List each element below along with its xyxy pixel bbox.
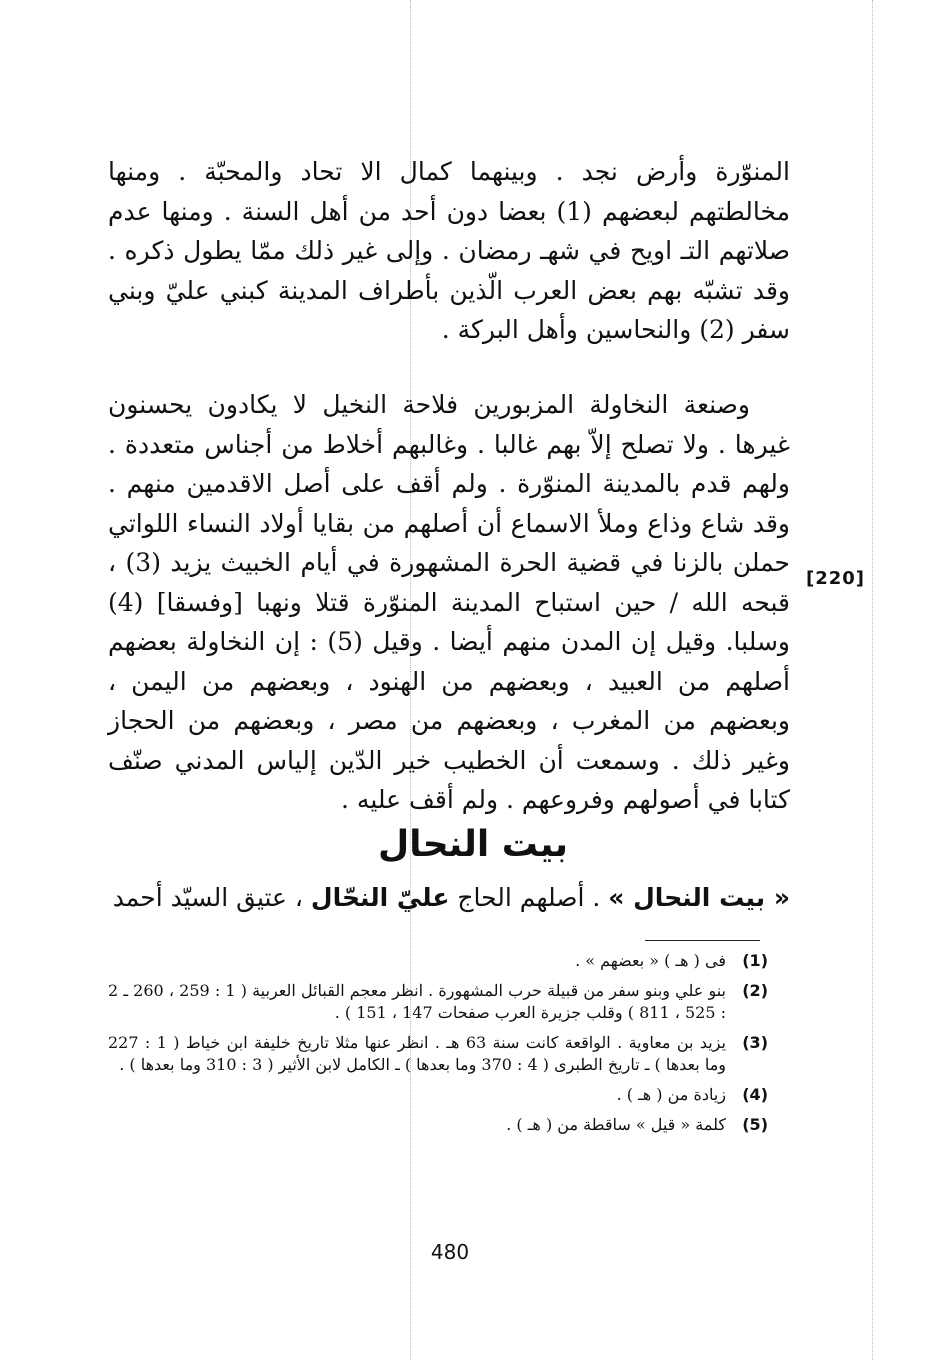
footnote-number: (1) xyxy=(742,951,768,970)
section-heading: بيت النحال xyxy=(377,824,569,865)
paragraph-text: وصنعة النخاولة المزبورين فلاحة النخيل لا يكادون يحسنون غيرها . ولا تصلح إلاّ بهم غالبا . وغالبهم أخلاط من أجناس متعددة . ولهم قدم بالمدينة المنوّرة . ولم أقف على أصل الاقدمين منهم . وقد شاع وذاع وملأ الاسماع أن أصلهم من بقايا أولاد النساء اللواتي حملن بالزنا في قضية الحرة المشهورة في أيام الخبيث يزيد (3) ، قبحه الله / حين استباح المدينة المنوّرة قتلا ونهبا [وفسقا] (4) وسلبا. وقيل إن المدن منهم أيضا . وقيل (5) : إن النخاولة بعضهم أصلهم من العبيد ، وبعضهم من الهنود ، وبعضهم من اليمن ، وبعضهم من المغرب ، وبعضهم من مصر ، وبعضهم من الحجاز وغير ذلك . وسمعت أن الخطيب خير الدّين إلياس المدني صنّف كتابا في أصولهم وفروعهم . ولم أقف عليه . xyxy=(108,390,791,814)
footnotes xyxy=(108,950,768,1144)
page-number: 480 xyxy=(430,1240,470,1264)
footnote-text: زيادة من ( هـ ) . xyxy=(616,1085,726,1104)
scan-guide-line xyxy=(872,0,873,1360)
footnote-item xyxy=(108,1032,768,1076)
footnote-number: (2) xyxy=(742,981,768,1000)
footnote-text: بنو علي وبنو سفر من قبيلة حرب المشهورة . انظر معجم القبائل العربية ( 1 : 259 ، 260 ـ 2 : 525 ، 811 ) وقلب جزيرة العرب صفحات 147 ، 151 ) . xyxy=(108,981,727,1022)
footnote-item xyxy=(108,980,768,1024)
margin-page-marker: [220] xyxy=(806,568,866,589)
footnote-divider xyxy=(645,940,760,941)
body-paragraph-1 xyxy=(108,152,790,350)
intro-bold-person: عليّ النحّال xyxy=(310,883,450,912)
footnote-number: (5) xyxy=(742,1115,768,1134)
footnote-item xyxy=(108,1114,768,1136)
footnote-text: كلمة « قيل » ساقطة من ( هـ ) . xyxy=(506,1115,726,1134)
paragraph-text: المنوّرة وأرض نجد . وبينهما كمال الا تحاد والمحبّة . ومنها مخالطتهم لبعضهم (1) بعضا دون أحد من أهل السنة . ومنها عدم صلاتهم التـ اويح في شهـ رمضان . وإلى غير ذلك ممّا يطول ذكره . وقد تشبّه بهم بعض العرب الّذين بأطراف المدينة كبني عليّ وبني سفر (2) والنحاسين وأهل البركة . xyxy=(108,157,791,344)
footnote-number: (3) xyxy=(742,1033,768,1052)
body-paragraph-2 xyxy=(108,385,790,820)
footnote-text: فى ( هـ ) « بعضهم » . xyxy=(575,951,726,970)
footnote-item xyxy=(108,1084,768,1106)
footnote-text: يزيد بن معاوية . الواقعة كانت سنة 63 هـ . انظر عنها مثلا تاريخ خليفة ابن خياط ( 1 : 227 وما بعدها ) ـ تاريخ الطبرى ( 4 : 370 وما بعدها ) ـ الكامل لابن الأثير ( 3 : 310 وما بعدها ) . xyxy=(108,1033,727,1074)
intro-text: . أصلهم الحاج xyxy=(449,883,609,912)
footnote-item xyxy=(108,950,768,972)
intro-bold-name: « بيت النحال » xyxy=(608,883,790,912)
footnote-number: (4) xyxy=(742,1085,768,1104)
section-intro-line xyxy=(108,878,790,918)
intro-text: ، عتيق السيّد أحمد xyxy=(112,883,311,912)
